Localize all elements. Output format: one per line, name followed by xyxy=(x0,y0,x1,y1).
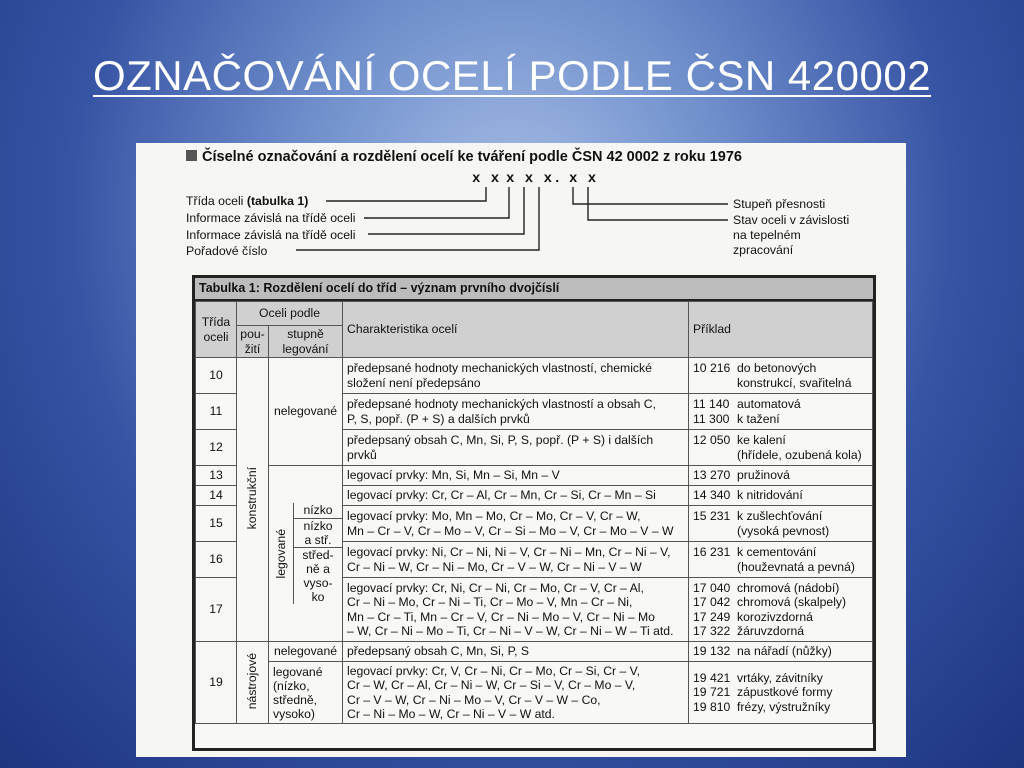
cell-priklad: 17 040 chromová (nádobí) 17 042 chromová (skalpely) 17 249 korozivzdorná 17 322 žáruvzdorná xyxy=(689,578,873,642)
steel-class-table xyxy=(192,275,876,751)
group-nelegovane: nelegované xyxy=(269,358,343,466)
label-stupen-presnosti: Stupeň přesnosti xyxy=(733,197,826,211)
table-row xyxy=(196,642,873,662)
cell-charakteristika: předepsané hodnoty mechanických vlastností, chemické složení není předepsáno xyxy=(343,358,689,394)
code-pattern-part1: x x xyxy=(472,171,501,187)
cell-charakteristika: legovací prvky: Ni, Cr – Ni, Ni – V, Cr – Ni – Mn, Cr – Ni – V, Cr – Ni – W, Cr – Ni – Mo, Cr – V – W, Cr – Ni – V – W xyxy=(343,542,689,578)
table-row xyxy=(196,466,873,486)
group-nizko: nízko xyxy=(294,503,342,519)
cell-charakteristika: legovací prvky: Cr, V, Cr – Ni, Cr – Mo, Cr – Si, Cr – V, Cr – W, Cr – Al, Cr – Ni – W, Cr – Si – V, Cr – Mo – V, Cr – V – W, Cr – Ni – Mo – V, Cr – V – W – Co, Cr – Ni – Mo – W, Cr – Ni – V – W atd. xyxy=(343,662,689,724)
table-row xyxy=(196,662,873,724)
group-stredne-a-vysoko: střed- ně a vyso- ko xyxy=(302,547,334,604)
group-konstrukcni: konstrukční xyxy=(237,358,269,642)
code-pattern-part3: x x xyxy=(569,171,598,187)
cell-priklad: 12 050 ke kalení (hřídele, ozubená kola) xyxy=(689,430,873,466)
cell-trida: 14 xyxy=(196,486,237,506)
figure-heading: Číselné označování a rozdělení ocelí ke tváření podle ČSN 42 0002 z roku 1976 xyxy=(202,149,742,165)
cell-priklad: 14 340 k nitridování xyxy=(689,486,873,506)
scanned-document xyxy=(136,143,906,757)
group-nizko-a-str: nízko a stř. xyxy=(294,519,342,548)
cell-trida: 15 xyxy=(196,506,237,542)
cell-priklad: 11 140 automatová 11 300 k tažení xyxy=(689,394,873,430)
table-caption: Tabulka 1: Rozdělení ocelí do tříd – význam prvního dvojčíslí xyxy=(195,278,873,301)
table-row xyxy=(196,358,873,394)
code-pattern-dot: . xyxy=(553,171,563,187)
cell-priklad: 19 132 na nářadí (nůžky) xyxy=(689,642,873,662)
cell-trida: 19 xyxy=(196,642,237,724)
slide-title: OZNAČOVÁNÍ OCELÍ PODLE ČSN 420002 xyxy=(92,52,932,99)
cell-charakteristika: legovací prvky: Cr, Ni, Cr – Ni, Cr – Mo, Cr – V, Cr – Al, Cr – Ni – Mo, Cr – Ni – Ti, Cr – Mo – V, Mn – Cr – Ni, Mn – Cr – Ti, Mn – Cr – V, Cr – Ni – Mo – V, Cr – Ni – Mo – W, Cr – Ni – Mo – Ti, Cr – Ni – V – W, Cr – Ni – W – Ti atd. xyxy=(343,578,689,642)
label-informace-1: Informace závislá na třídě oceli xyxy=(186,211,356,225)
code-leader-lines xyxy=(136,143,906,273)
cell-priklad: 10 216 do betonových konstrukcí, svařitelná xyxy=(689,358,873,394)
header-priklad: Příklad xyxy=(689,302,873,358)
cell-charakteristika: předepsaný obsah C, Mn, Si, P, S, popř. (P + S) i dalších prvků xyxy=(343,430,689,466)
cell-charakteristika: legovací prvky: Mo, Mn – Mo, Cr – Mo, Cr – V, Cr – W, Mn – Cr – V, Cr – Mo – V, Cr – Si – Mo – V, Cr – Mo – V – W xyxy=(343,506,689,542)
label-stav-oceli: Stav oceli v závislosti xyxy=(733,213,850,227)
cell-trida: 13 xyxy=(196,466,237,486)
cell-priklad: 16 231 k cementování (houževnatá a pevná) xyxy=(689,542,873,578)
header-trida: Třída oceli xyxy=(196,302,237,358)
cell-trida: 17 xyxy=(196,578,237,642)
cell-charakteristika: předepsané hodnoty mechanických vlastností a obsah C, P, S, popř. (P + S) a dalších prvků xyxy=(343,394,689,430)
cell-trida: 12 xyxy=(196,430,237,466)
label-trida-oceli: Třída oceli (tabulka 1) xyxy=(186,194,309,208)
label-informace-2: Informace závislá na třídě oceli xyxy=(186,228,356,242)
label-poradove-cislo: Pořadové číslo xyxy=(186,244,268,258)
label-zpracovani: zpracování xyxy=(733,243,794,257)
group-nelegovane-19: nelegované xyxy=(269,642,343,662)
cell-charakteristika: předepsaný obsah C, Mn, Si, P, S xyxy=(343,642,689,662)
header-pouziti: pou- žití xyxy=(237,326,269,358)
group-nastrojove: nástrojové xyxy=(237,642,269,724)
group-legovane: legované nízko nízko a stř. střed- ně a vyso- ko xyxy=(269,466,343,642)
cell-priklad: 19 421 vrtáky, závitníky 19 721 zápustkové formy 19 810 frézy, výstružníky xyxy=(689,662,873,724)
label-na-tepelnem: na tepelném xyxy=(733,228,801,242)
header-charakteristika: Charakteristika ocelí xyxy=(343,302,689,358)
cell-trida: 16 xyxy=(196,542,237,578)
header-oceli-podle: Oceli podle xyxy=(237,302,343,326)
header-stupne-legovani: stupně legování xyxy=(269,326,343,358)
cell-charakteristika: legovací prvky: Mn, Si, Mn – Si, Mn – V xyxy=(343,466,689,486)
cell-priklad: 15 231 k zušlechťování (vysoká pevnost) xyxy=(689,506,873,542)
code-pattern-part2: x x x xyxy=(506,171,554,187)
cell-trida: 10 xyxy=(196,358,237,394)
cell-trida: 11 xyxy=(196,394,237,430)
cell-charakteristika: legovací prvky: Cr, Cr – Al, Cr – Mn, Cr – Si, Cr – Mn – Si xyxy=(343,486,689,506)
cell-priklad: 13 270 pružinová xyxy=(689,466,873,486)
group-legovane-19: legované (nízko, středně, vysoko) xyxy=(269,662,343,724)
